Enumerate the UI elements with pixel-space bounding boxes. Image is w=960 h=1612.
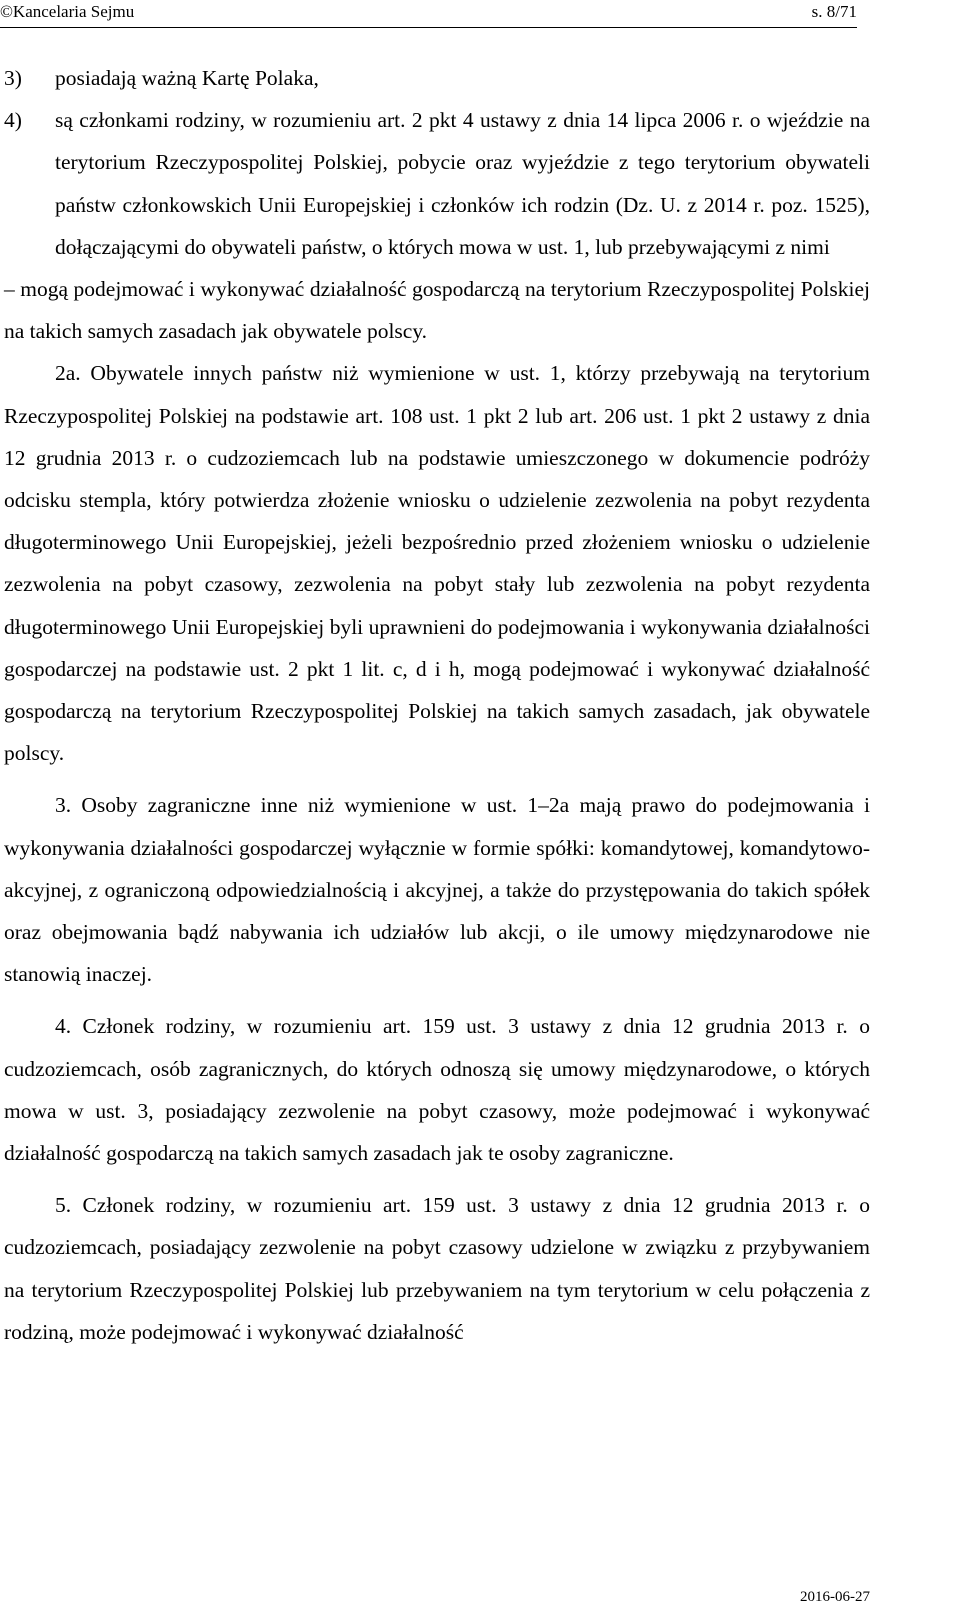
list-item-text: posiadają ważną Kartę Polaka, xyxy=(55,66,319,90)
dash-paragraph: – mogą podejmować i wykonywać działalność gospodarczą na terytorium Rzeczypospolitej Polskiej na takich samych zasadach jak obywatele polscy. xyxy=(4,277,870,344)
list-item-number: 3) xyxy=(4,66,22,90)
paragraph-2a: 2a. Obywatele innych państw niż wymienione w ust. 1, którzy przebywają na terytorium Rzeczypospolitej Polskiej na podstawie art. 108 ust. 1 pkt 2 lub art. 206 ust. 1 pkt 2 ustawy z dnia 12 grudnia 2013 r. o cudzoziemcach lub na podstawie umieszczonego w dokumencie podróży odcisku stempla, który potwierdza złożenie wniosku o udzielenie zezwolenia na pobyt rezydenta długoterminowego Unii Europejskiej, jeżeli bezpośrednio przed złożeniem wniosku o udzielenie zezwolenia na pobyt czasowy, zezwolenia na pobyt stały lub zezwolenia na pobyt rezydenta długoterminowego Unii Europejskiej byli uprawnieni do podejmowania i wykonywania działalności gospodarczej na podstawie ust. 2 pkt 1 lit. c, d i h, mogą podejmować i wykonywać działalność gospodarczą na terytorium Rzeczypospolitej Polskiej na takich samych zasadach, jak obywatele polscy. xyxy=(4,361,870,766)
document-body xyxy=(4,57,870,1353)
list-item-text: są członkami rodziny, w rozumieniu art. 2 pkt 4 ustawy z dnia 14 lipca 2006 r. o wjeździe na terytorium Rzeczypospolitej Polskiej, pobycie oraz wyjeździe z tego terytorium obywateli państw członkowskich Unii Europejskiej i członków ich rodzin (Dz. U. z 2014 r. poz. 1525), dołączającymi do obywateli państw, o których mowa w ust. 1, lub przebywającymi z nimi xyxy=(55,108,870,259)
list-item-3 xyxy=(4,57,870,99)
page-date: 2016-06-27 xyxy=(800,1589,870,1605)
page-header xyxy=(0,0,857,28)
paragraph-3: 3. Osoby zagraniczne inne niż wymienione w ust. 1–2a mają prawo do podejmowania i wykonywania działalności gospodarczej wyłącznie w formie spółki: komandytowej, komandytowo-akcyjnej, z ograniczoną odpowiedzialnością i akcyjnej, a także do przystępowania do takich spółek oraz obejmowania bądź nabywania ich udziałów lub akcji, o ile umowy międzynarodowe nie stanowią inaczej. xyxy=(4,793,870,987)
list-item-number: 4) xyxy=(4,108,22,133)
paragraph-5: 5. Członek rodziny, w rozumieniu art. 159 ust. 3 ustawy z dnia 12 grudnia 2013 r. o cudzoziemcach, posiadający zezwolenie na pobyt czasowy udzielone w związku z przybywaniem na terytorium Rzeczypospolitej Polskiej lub przebywaniem na tym terytorium w celu połączenia z rodziną, może podejmować i wykonywać działalność xyxy=(4,1193,870,1344)
copyright-notice: ©Kancelaria Sejmu xyxy=(0,2,135,21)
paragraph-4: 4. Członek rodziny, w rozumieniu art. 159 ust. 3 ustawy z dnia 12 grudnia 2013 r. o cudzoziemcach, osób zagranicznych, do których odnoszą się umowy międzynarodowe, o których mowa w ust. 3, posiadający zezwolenie na pobyt czasowy, może podejmować i wykonywać działalność gospodarczą na takich samych zasadach jak te osoby zagraniczne. xyxy=(4,1014,870,1166)
page-number: s. 8/71 xyxy=(811,2,857,21)
list-item-4 xyxy=(4,99,870,268)
